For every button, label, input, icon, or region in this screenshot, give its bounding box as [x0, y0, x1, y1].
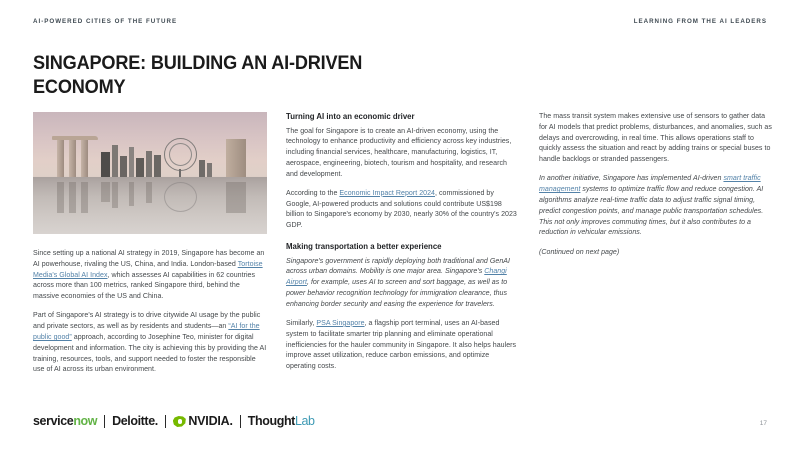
- paragraph-text: Part of Singapore's AI strategy is to drive citywide AI usage by the public and private sectors, as well as by residents and students—an: [33, 312, 261, 331]
- paragraph-text: , a flagship port terminal, uses an AI-based system to facilitate smarter trip planning and eliminate operational inefficiencies for the hauler community in Singapore. It also helps haulers improve asset utilization, reduce carbon emissions, and optimize operating costs.: [286, 319, 517, 371]
- running-header-right: LEARNING FROM THE AI LEADERS: [633, 18, 767, 25]
- paragraph-text: systems to optimize traffic flow and reduce congestion. AI algorithms analyze real-time traffic data to adjust traffic signal timing, predict congestion points, and manage public transportation schedules. This not only improves commuting times, but it also contributes to a reduction in vehicular emissions.: [539, 186, 764, 237]
- photo-reflection: [69, 182, 76, 214]
- page-number: 17: [759, 420, 767, 427]
- thoughtlab-logo: [248, 415, 315, 428]
- photo-reflection: [112, 182, 118, 209]
- content-columns: [33, 112, 773, 376]
- paragraph: [33, 249, 267, 303]
- marina-bay-sands-tower: [81, 139, 88, 177]
- photo-reflection: [129, 182, 134, 206]
- paragraph-text: In another initiative, Singapore has implemented AI-driven: [539, 175, 724, 183]
- logo-divider: [104, 415, 105, 428]
- singapore-skyline-photo: [33, 112, 267, 234]
- column-left: [33, 112, 267, 376]
- marina-bay-sands-skypark: [52, 136, 98, 140]
- skyline-building: [101, 152, 110, 176]
- column-right: [539, 112, 773, 376]
- logo-divider: [165, 415, 166, 428]
- paragraph: [539, 174, 773, 239]
- paragraph-text: Since setting up a national AI strategy in 2019, Singapore has become an AI powerhouse, rivaling the US, China, and India. London-based: [33, 250, 265, 268]
- photo-reflection: [146, 182, 152, 204]
- paragraph-text: , commissioned by Google, AI-powered products and solutions could contribute US$198 billion to Singapore's economy by 2030, nearly 30% of the country's 2023 GDP.: [286, 189, 517, 230]
- column-middle: [286, 112, 520, 376]
- logo-divider: [240, 415, 241, 428]
- paragraph-text: Similarly,: [286, 319, 317, 327]
- sponsor-logo-bar: [33, 415, 315, 428]
- servicenow-logo-text: service: [33, 414, 74, 429]
- paragraph: The mass transit system makes extensive use of sensors to gather data for AI models that predict problems, disturbances, and anomalies, such as delays and overcrowding, in real time. This allows operations staff to quickly assess the situation and react by adding trains or special buses to handle backlogs or stranded passengers.: [539, 113, 772, 164]
- paragraph-text: According to the: [286, 189, 340, 197]
- paragraph-text: Singapore's government is rapidly deploying both traditional and GenAI across urban domains. Mobility is one major area. Singapore's: [286, 257, 510, 276]
- paragraph: [286, 189, 520, 232]
- thoughtlab-logo-text: Thought: [247, 414, 295, 429]
- link-changi-airport[interactable]: Changi Airport: [286, 268, 507, 287]
- link-psa-singapore[interactable]: PSA Singapore: [316, 319, 365, 327]
- skyline-building-right: [226, 139, 246, 177]
- nvidia-logo: [173, 415, 233, 428]
- paragraph: [286, 257, 520, 311]
- paragraph-text: approach, according to Josephine Teo, minister for digital development and information. The city is achieving this by providing the AI training, resources, tools, and support needed to foster the responsible use of AI across its urban environment.: [33, 333, 267, 374]
- skyline-building: [207, 163, 212, 176]
- singapore-flyer-wheel: [164, 138, 197, 171]
- skyline-building: [120, 156, 127, 177]
- photo-reflection: [226, 182, 246, 214]
- nvidia-eye-icon: [173, 416, 186, 427]
- page-title: SINGAPORE: BUILDING AN AI-DRIVEN ECONOMY: [33, 52, 363, 98]
- deloitte-logo: Deloitte.: [112, 414, 158, 429]
- paragraph-text: , which assesses AI capabilities in 62 countries across more than 100 metrics, ranked Singapore third, behind the massive economies of the US and China.: [33, 271, 256, 301]
- link-ai-for-the-public-good[interactable]: “AI for the public good”: [33, 323, 260, 341]
- paragraph-text: , for example, uses AI to screen and sort baggage, as well as to power behavior recognition technology for immigration clearance, thus enhancing border security and easing the experience for travelers.: [286, 279, 508, 308]
- skyline-building: [129, 147, 134, 176]
- continued-note: (Continued on next page): [539, 248, 620, 256]
- skyline-building: [146, 151, 152, 177]
- singapore-flyer-support: [179, 169, 181, 176]
- marina-bay-sands-tower: [69, 139, 76, 177]
- skyline-building: [154, 155, 161, 177]
- subheading-economic-driver: Turning AI into an economic driver: [286, 112, 415, 121]
- thoughtlab-logo-accent: Lab: [294, 414, 315, 429]
- servicenow-logo-accent: now: [73, 414, 98, 429]
- skyline-building: [199, 160, 205, 177]
- skyline-building: [136, 158, 144, 176]
- link-economic-impact-report-2024[interactable]: Economic Impact Report 2024: [339, 189, 436, 197]
- running-header-left: AI-POWERED CITIES OF THE FUTURE: [33, 18, 178, 25]
- link-tortoise-global-ai-index[interactable]: Tortoise Media's Global AI Index: [33, 260, 263, 279]
- subheading-transportation: Making transportation a better experience: [286, 242, 442, 252]
- paragraph: [286, 319, 520, 373]
- paragraph: [33, 311, 267, 376]
- photo-reflection: [57, 182, 64, 214]
- photo-reflection: [81, 182, 88, 214]
- servicenow-logo: [33, 415, 97, 428]
- link-smart-traffic-management[interactable]: smart traffic management: [539, 175, 761, 194]
- photo-reflection: [101, 182, 110, 203]
- paragraph: The goal for Singapore is to create an AI-driven economy, using the technology to enhance productivity and efficiency across key industries, including financial services, healthcare, manufacturing, logistics, IT, aerospace, engineering, biotech, tourism and hospitality, and research and development.: [286, 127, 512, 178]
- marina-bay-sands-tower: [57, 139, 64, 177]
- nvidia-logo-text: NVIDIA.: [188, 414, 233, 429]
- photo-reflection-flyer: [164, 182, 197, 212]
- skyline-building: [112, 145, 118, 177]
- running-header: [33, 18, 767, 25]
